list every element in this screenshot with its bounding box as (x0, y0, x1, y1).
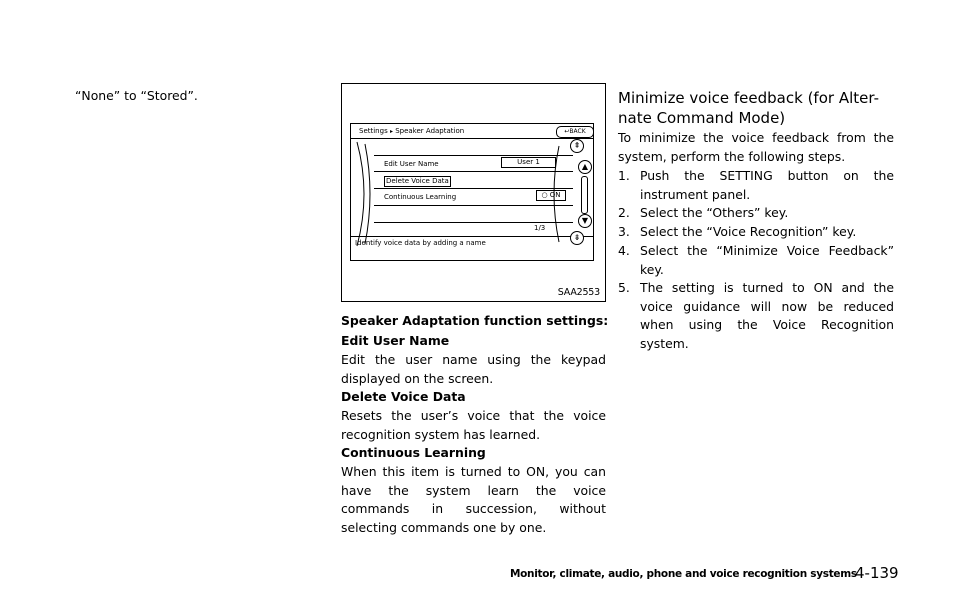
back-button[interactable] (556, 126, 594, 138)
page-indicator: 1/3 (534, 224, 546, 232)
screen-display (350, 123, 594, 261)
step-text: Select the “Minimize Voice Feedback” key. (640, 243, 894, 277)
menu-item-delete-voice-data[interactable]: Delete Voice Data (386, 177, 449, 185)
step-item (618, 223, 894, 242)
row-divider (374, 171, 573, 172)
row-divider (374, 205, 573, 206)
subsection-title: Edit User Name (341, 333, 450, 348)
subsection-body: Edit the user name using the keypad displayed on the screen. (341, 352, 606, 386)
back-button-label: BACK (569, 128, 586, 135)
heading-line-2: nate Command Mode) (618, 109, 786, 127)
step-text: The setting is turned to ON and the voice guidance will now be reduced when using the Voice Recognition system. (640, 280, 894, 351)
scroll-up-icon[interactable]: ▲ (578, 160, 592, 174)
subsection-title: Continuous Learning (341, 445, 486, 460)
scrollbar[interactable] (581, 176, 588, 214)
hint-text: Identify voice data by adding a name (355, 239, 486, 247)
step-item (618, 279, 894, 353)
header-title: Speaker Adaptation (395, 127, 465, 135)
step-item (618, 242, 894, 279)
step-number: 2. (618, 205, 630, 220)
toggle-indicator-icon: ○ (541, 191, 548, 199)
menu-item-continuous-learning[interactable]: Continuous Learning (384, 193, 457, 201)
step-item (618, 167, 894, 204)
row-divider (374, 188, 573, 189)
subsection-title: Delete Voice Data (341, 389, 466, 404)
user-name-value: User 1 (501, 157, 556, 168)
step-text: Select the “Others” key. (640, 205, 789, 220)
section-heading: Speaker Adaptation function settings: (341, 313, 609, 328)
step-item (618, 204, 894, 223)
header-settings-label: Settings (359, 127, 388, 135)
back-arrow-icon: ↩ (564, 128, 570, 135)
right-column-heading (618, 88, 908, 128)
row-divider (374, 155, 573, 156)
hint-divider (351, 236, 593, 237)
scroll-top-icon[interactable]: ⇞ (570, 139, 584, 153)
subsection-body: Resets the user’s voice that the voice recognition system has learned. (341, 408, 606, 442)
continuous-learning-toggle[interactable] (536, 190, 566, 201)
row-divider (374, 222, 573, 223)
step-number: 3. (618, 224, 630, 239)
continued-text-fragment: “None” to “Stored”. (75, 88, 198, 103)
heading-line-1: Minimize voice feedback (for Alter- (618, 89, 879, 107)
footer-section-title: Monitor, climate, audio, phone and voice recognition systems (510, 568, 857, 580)
scroll-bottom-icon[interactable]: ⇟ (570, 231, 584, 245)
step-text: Select the “Voice Recognition” key. (640, 224, 857, 239)
subsection-body: When this item is turned to ON, you can have the system learn the voice commands in succession, without selecting commands one by one. (341, 464, 606, 535)
toggle-state-label: ON (549, 191, 561, 199)
screen-illustration-figure (341, 83, 606, 302)
page-number: 4-139 (855, 564, 899, 582)
figure-caption: SAA2553 (557, 287, 600, 298)
step-number: 1. (618, 168, 630, 183)
breadcrumb-arrow-icon: ▸ (389, 128, 393, 135)
step-number: 5. (618, 280, 630, 295)
intro-paragraph: To minimize the voice feedback from the system, perform the following steps. (618, 130, 894, 164)
menu-item-edit-user-name[interactable]: Edit User Name (384, 160, 439, 168)
step-text: Push the SETTING button on the instrument panel. (640, 168, 894, 202)
step-number: 4. (618, 243, 630, 258)
scroll-down-icon[interactable]: ▼ (578, 214, 592, 228)
